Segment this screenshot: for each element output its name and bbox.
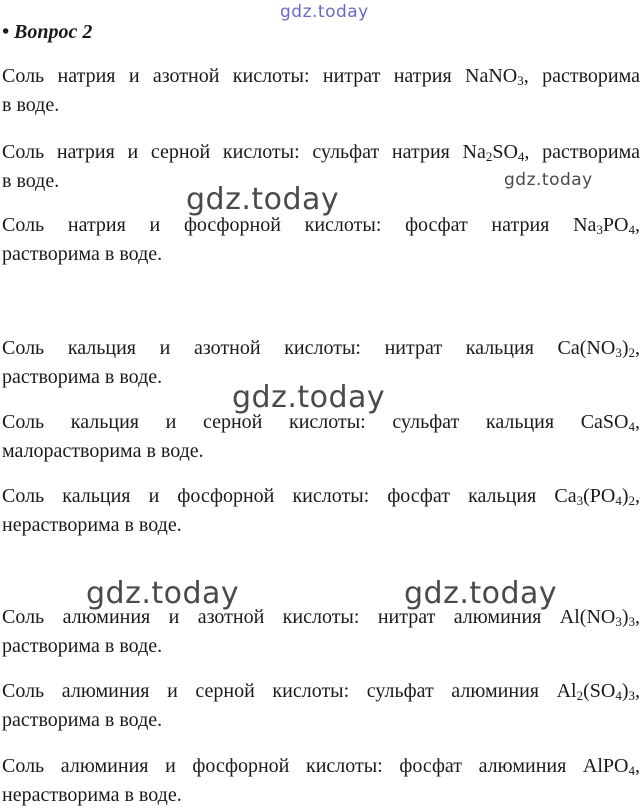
- paragraph-line: Соль кальция и фосфорной кислоты: фосфат кальция $Ca_3(PO_4)_2$,: [2, 485, 640, 508]
- paragraph-sodium-nitrate: [2, 62, 640, 120]
- watermark-large-1: gdz.today: [186, 182, 340, 217]
- subscript: 2: [628, 345, 635, 360]
- paragraph-calcium-phosphate: [2, 482, 640, 540]
- paragraph-line: нерастворима в воде.: [2, 514, 182, 536]
- question-heading: • Вопрос 2: [2, 21, 93, 43]
- paragraph-line: в воде.: [2, 94, 60, 116]
- subscript: 4: [615, 493, 622, 508]
- paragraph-line: нерастворима в воде.: [2, 784, 182, 806]
- paragraph-line: в воде.: [2, 170, 60, 192]
- paragraph-aluminium-sulfate: [2, 677, 640, 735]
- subscript: 3: [615, 614, 622, 629]
- watermark-large-3: gdz.today: [86, 576, 240, 611]
- paragraph-aluminium-nitrate: [2, 603, 640, 661]
- subscript: 2: [628, 493, 635, 508]
- paragraph-aluminium-phosphate: [2, 752, 640, 810]
- subscript: 3: [628, 688, 635, 703]
- watermark-small: gdz.today: [504, 170, 593, 190]
- subscript: 4: [517, 149, 525, 164]
- subscript: 3: [517, 73, 524, 88]
- paragraph-line: Соль алюминия и фосфорной кислоты: фосфат алюминия AlPO$_4$,: [2, 755, 640, 778]
- watermark-top: gdz.today: [280, 2, 369, 22]
- subscript: 3: [576, 493, 584, 508]
- subscript: 3: [628, 614, 635, 629]
- subscript: 4: [615, 688, 622, 703]
- subscript: 2: [485, 149, 493, 164]
- subscript: 4: [628, 763, 635, 778]
- paragraph-line: растворима в воде.: [2, 366, 163, 388]
- paragraph-line: растворима в воде.: [2, 635, 163, 657]
- paragraph-line: Соль алюминия и азотной кислоты: нитрат алюминия $Al(NO_3)_3$,: [2, 606, 640, 629]
- paragraph-line: растворима в воде.: [2, 709, 163, 731]
- watermark-large-4: gdz.today: [404, 576, 558, 611]
- paragraph-line: Соль натрия и фосфорной кислоты: фосфат натрия $Na_3PO_4$,: [2, 214, 640, 237]
- subscript: 2: [576, 688, 584, 703]
- paragraph-line: Соль кальция и серной кислоты: сульфат кальция CaSO$_4$,: [2, 411, 640, 434]
- paragraph-calcium-sulfate: [2, 408, 640, 466]
- subscript: 3: [615, 345, 622, 360]
- paragraph-line: Соль натрия и азотной кислоты: нитрат натрия NaNO$_3$, растворима: [2, 65, 640, 88]
- paragraph-line: растворима в воде.: [2, 243, 163, 265]
- paragraph-line: Соль алюминия и серной кислоты: сульфат алюминия $Al_2(SO_4)_3$,: [2, 680, 640, 703]
- subscript: 3: [596, 222, 603, 237]
- subscript: 4: [628, 419, 635, 434]
- subscript: 4: [628, 222, 635, 237]
- paragraph-line: Соль натрия и серной кислоты: сульфат натрия $Na_2SO_4$, растворима: [2, 141, 640, 164]
- watermark-large-2: gdz.today: [232, 380, 386, 415]
- paragraph-sodium-phosphate: [2, 211, 640, 269]
- paragraph-line: Соль кальция и азотной кислоты: нитрат кальция $Ca(NO_3)_2$,: [2, 337, 640, 360]
- paragraph-line: малорастворима в воде.: [2, 440, 204, 462]
